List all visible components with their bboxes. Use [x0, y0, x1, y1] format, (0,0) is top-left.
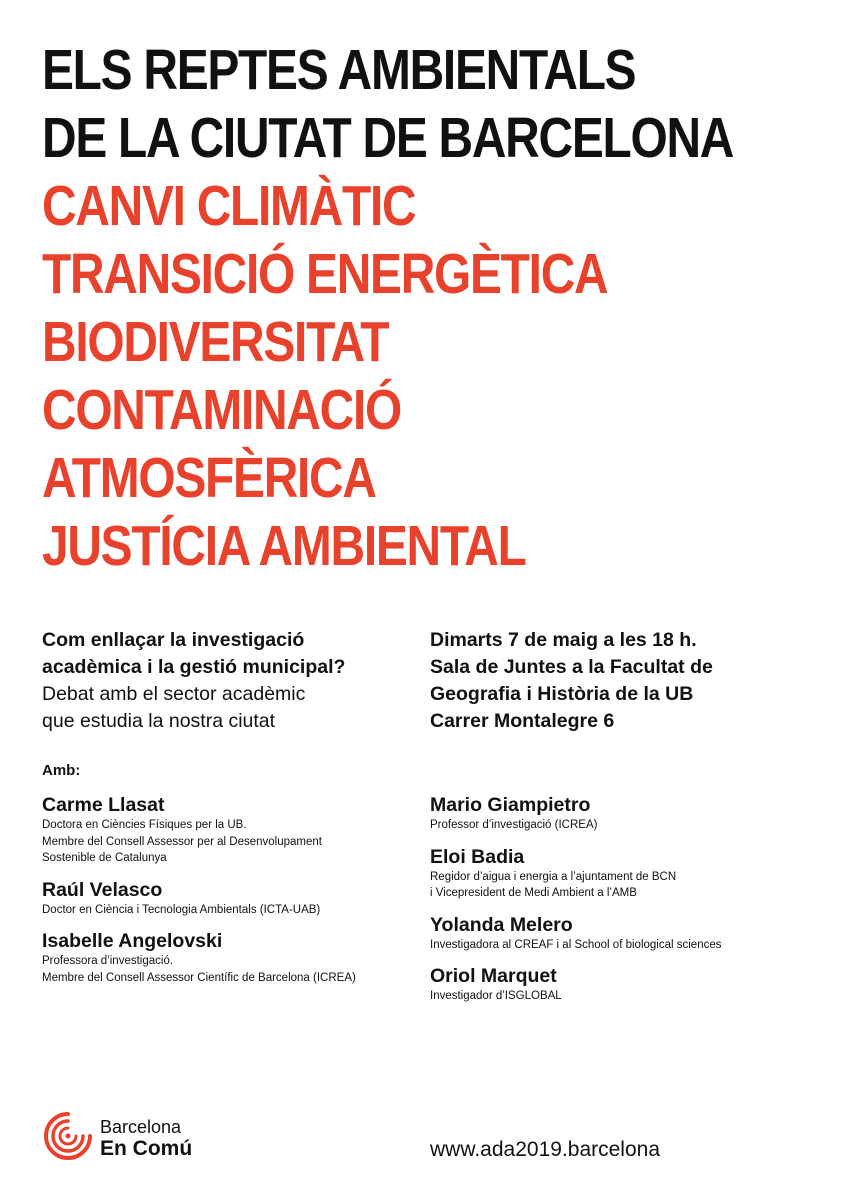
- speakers-left: [42, 793, 422, 997]
- speaker: [430, 845, 830, 902]
- event-date: Dimarts 7 de maig a les 18 h.: [430, 629, 697, 651]
- logo-line-1: Barcelona: [100, 1117, 182, 1137]
- event-venue: Sala de Juntes a la Facultat de: [430, 656, 713, 678]
- speaker-desc: Membre del Consell Assessor Científic de Barcelona (ICREA): [42, 971, 356, 984]
- topic-line: BIODIVERSITAT: [42, 310, 389, 374]
- intro-debate: Debat amb el sector acadèmic: [42, 683, 306, 705]
- speaker-name: Oriol Marquet: [430, 965, 557, 987]
- website-url[interactable]: www.ada2019.barcelona: [430, 1138, 660, 1161]
- speakers-right: [430, 793, 830, 1016]
- speaker-desc: Regidor d’aigua i energia a l’ajuntament de BCN: [430, 870, 677, 883]
- speaker-desc: Professor d’investigació (ICREA): [430, 819, 598, 831]
- speaker-name: Raúl Velasco: [42, 878, 163, 901]
- barcelona-en-comu-logo: [42, 1110, 262, 1166]
- topic-line: CANVI CLIMÀTIC: [42, 174, 416, 238]
- speaker: [42, 793, 422, 867]
- speaker-name: Carme Llasat: [42, 794, 165, 816]
- speakers-label: Amb:: [42, 762, 81, 779]
- intro-debate: que estudia la nostra ciutat: [42, 710, 276, 732]
- speaker: [430, 964, 830, 1005]
- speaker: [42, 878, 422, 919]
- speaker-desc: Investigador d’ISGLOBAL: [430, 990, 562, 1002]
- event-details: [430, 627, 830, 735]
- speaker-name: Isabelle Angelovski: [42, 930, 223, 952]
- speaker-desc: Doctor en Ciència i Tecnologia Ambientals (ICTA-UAB): [42, 903, 321, 916]
- topic-line: CONTAMINACIÓ: [42, 378, 402, 442]
- topic-line: TRANSICIÓ ENERGÈTICA: [42, 242, 608, 306]
- event-address: Carrer Montalegre 6: [430, 710, 615, 732]
- speaker-name: Eloi Badia: [430, 845, 525, 868]
- speaker-desc: i Vicepresident de Medi Ambient a l’AMB: [430, 887, 637, 899]
- intro-question: acadèmica i la gestió municipal?: [42, 656, 346, 678]
- intro-question: Com enllaçar la investigació: [42, 629, 305, 651]
- title-line: DE LA CIUTAT DE BARCELONA: [42, 106, 734, 170]
- logo-wordmark: [100, 1116, 192, 1160]
- intro-block: [42, 627, 422, 735]
- speaker: [430, 793, 830, 834]
- speaker-desc: Investigadora al CREAF i al School of biological sciences: [430, 938, 722, 951]
- speaker-desc: Doctora en Ciències Físiques per la UB.: [42, 819, 247, 831]
- speaker: [42, 929, 422, 986]
- speaker-desc: Membre del Consell Assessor per al Desenvolupament: [42, 835, 322, 848]
- logo-line-2: En Comú: [100, 1137, 193, 1160]
- poster-title: [42, 36, 822, 580]
- speaker-desc: Sostenible de Catalunya: [42, 852, 167, 864]
- event-venue: Geografia i Història de la UB: [430, 683, 694, 705]
- speaker-name: Yolanda Melero: [430, 913, 573, 936]
- topic-line: ATMOSFÈRICA: [42, 446, 376, 510]
- topic-line: JUSTÍCIA AMBIENTAL: [42, 514, 526, 578]
- spiral-logo-icon: [42, 1110, 94, 1162]
- title-line: ELS REPTES AMBIENTALS: [42, 38, 636, 102]
- speaker-name: Mario Giampietro: [430, 794, 591, 816]
- speaker-desc: Professora d’investigació.: [42, 955, 174, 967]
- speaker: [430, 913, 830, 954]
